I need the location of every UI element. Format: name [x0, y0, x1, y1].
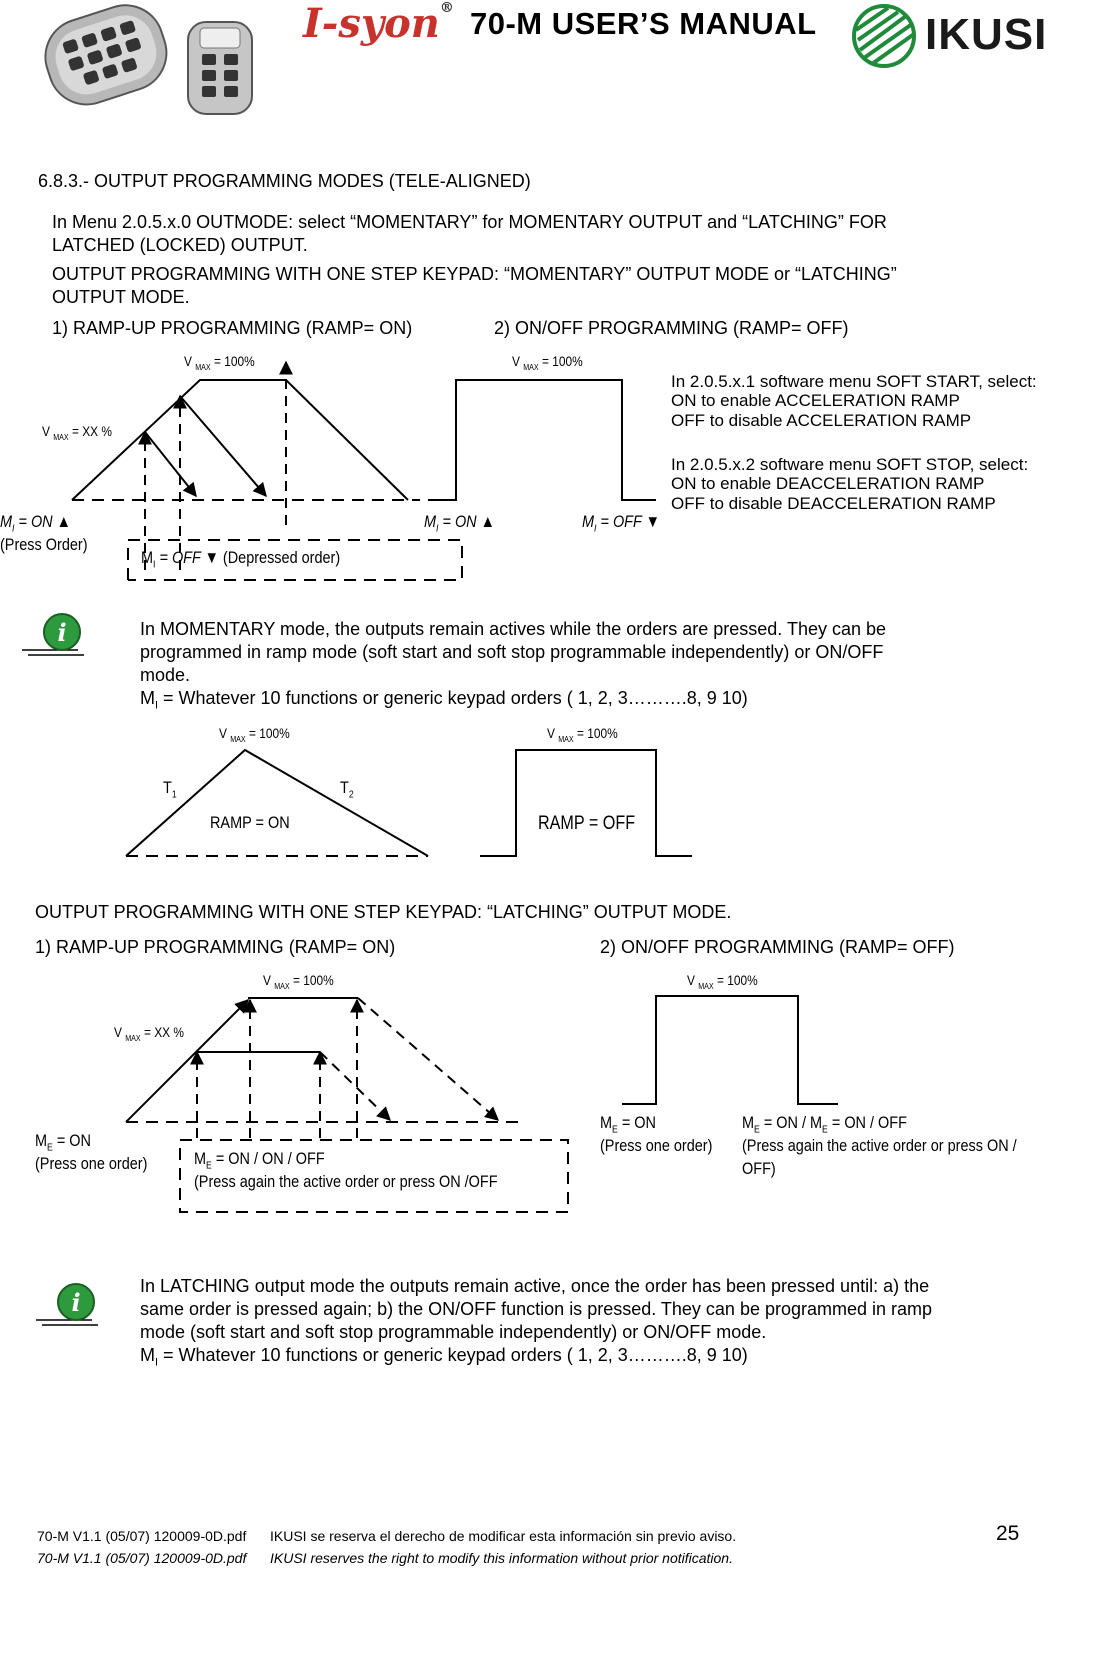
latch-vmax-xx: V $_{MAX}$ = XX %: [114, 1024, 185, 1043]
press-again-label-2a: (Press again the active order or press ON /: [742, 1136, 1017, 1155]
note2-line-1: In LATCHING output mode the outputs remain active, once the order has been pressed until: a) the: [140, 1276, 930, 1296]
vmax-100-square: V $_{MAX}$ = 100%: [547, 725, 618, 744]
vmax-100-label: V $_{MAX}$ = 100%: [184, 353, 255, 372]
soft-start-line-2: ON to enable ACCELERATION RAMP: [671, 391, 960, 410]
latch-vmax-100: V $_{MAX}$ = 100%: [263, 972, 334, 991]
soft-start-line-3: OFF to disable ACCELERATION RAMP: [671, 411, 972, 430]
svg-text:i: i: [57, 618, 67, 647]
latching-fall-2: [358, 998, 498, 1120]
ikusi-logo-text: IKUSI: [925, 10, 1048, 59]
press-one-order-right: (Press one order): [600, 1136, 713, 1155]
vmax-xx-label: V $_{MAX}$ = XX %: [42, 423, 113, 442]
footer-doc-id-italic: 70-M V1.1 (05/07) 120009-0D.pdf: [37, 1550, 247, 1566]
svg-text:i: i: [71, 1288, 81, 1317]
latching-rise: [126, 1000, 248, 1122]
soft-stop-line-2: ON to enable DEACCELERATION RAMP: [671, 474, 985, 493]
soft-stop-line-3: OFF to disable DEACCELERATION RAMP: [671, 494, 996, 513]
momentary-onoff-heading: 2) ON/OFF PROGRAMMING (RAMP= OFF): [494, 318, 849, 338]
latching-onoff-heading: 2) ON/OFF PROGRAMMING (RAMP= OFF): [600, 937, 955, 957]
vmax-100-onoff-label: V $_{MAX}$ = 100%: [512, 353, 583, 372]
ramp-off-label: RAMP = OFF: [538, 813, 636, 834]
note1-line-3: mode.: [140, 665, 191, 685]
isyon-logo-text: I-syon: [303, 0, 440, 47]
latch-vmax-100-onoff: V $_{MAX}$ = 100%: [687, 972, 758, 991]
latching-heading: OUTPUT PROGRAMMING WITH ONE STEP KEYPAD: “LATCHING” OUTPUT MODE.: [35, 902, 732, 922]
me-onoff-right-label: $M_E$ = ON / $M_E$ = ON / OFF: [742, 1113, 907, 1136]
soft-start-line-1: In 2.0.5.x.1 software menu SOFT START, select:: [671, 372, 1037, 391]
footer-notice-es: IKUSI se reserva el derecho de modificar esta información sin previo aviso.: [270, 1528, 737, 1544]
me-on-box-label: $M_E$ = ON / ON / OFF: [194, 1149, 325, 1172]
t1-label: $T_1$: [163, 778, 177, 801]
registered-mark: ®: [439, 0, 454, 16]
t2-label: $T_2$: [340, 778, 354, 801]
intro-line-1: In Menu 2.0.5.x.0 OUTMODE: select “MOMENTARY” for MOMENTARY OUTPUT and “LATCHING” FOR: [52, 212, 887, 232]
manual-title: 70-M USER’S MANUAL: [470, 6, 817, 41]
vmax-100-triangle: V $_{MAX}$ = 100%: [219, 725, 290, 744]
intro-line-4: OUTPUT MODE.: [52, 287, 190, 307]
note2-line-4: $M_I$ = Whatever 10 functions or generic keypad orders ( 1, 2, 3……….8, 9 10): [140, 1345, 748, 1369]
section-heading: 6.8.3.- OUTPUT PROGRAMMING MODES (TELE-ALIGNED): [38, 171, 531, 191]
latching-onoff-pulse: [622, 996, 838, 1104]
intro-line-2: LATCHED (LOCKED) OUTPUT.: [52, 235, 308, 255]
intro-line-3: OUTPUT PROGRAMMING WITH ONE STEP KEYPAD: “MOMENTARY” OUTPUT MODE or “LATCHING”: [52, 264, 897, 284]
note2-line-3: mode (soft start and soft stop programmable independently) or ON/OFF mode.: [140, 1322, 767, 1342]
momentary-ramp-heading: 1) RAMP-UP PROGRAMMING (RAMP= ON): [52, 318, 413, 338]
mi-off-label: $M_I$ = OFF ▼ (Depressed order): [141, 548, 341, 571]
mi-on-onoff-label: $M_I$ = ON ▲: [424, 512, 495, 535]
info-icon: [32, 1280, 112, 1340]
note1-line-1: In MOMENTARY mode, the outputs remain actives while the orders are pressed. They can be: [140, 619, 887, 639]
press-one-order-label: (Press one order): [35, 1154, 148, 1173]
press-order-label: (Press Order): [0, 535, 88, 554]
ramp-on-label: RAMP = ON: [210, 813, 290, 832]
note1-line-4: $M_I$ = Whatever 10 functions or generic keypad orders ( 1, 2, 3……….8, 9 10): [140, 688, 748, 712]
mi-off-onoff-label: $M_I$ = OFF ▼: [582, 512, 660, 535]
footer-notice-en: IKUSI reserves the right to modify this information without prior notification.: [270, 1550, 733, 1566]
press-again-label-1: (Press again the active order or press ON /OFF: [194, 1172, 498, 1191]
mi-on-label: $M_I$ = ON ▲: [0, 512, 71, 535]
me-on-label: $M_E$ = ON: [35, 1131, 91, 1154]
soft-stop-line-1: In 2.0.5.x.2 software menu SOFT STOP, select:: [671, 455, 1029, 474]
footer-doc-id: 70-M V1.1 (05/07) 120009-0D.pdf: [37, 1528, 247, 1544]
page-number: 25: [996, 1522, 1020, 1545]
latching-ramp-heading: 1) RAMP-UP PROGRAMMING (RAMP= ON): [35, 937, 396, 957]
press-again-label-2b: OFF): [742, 1159, 776, 1178]
note1-line-2: programmed in ramp mode (soft start and soft stop programmable independently) or ON/OFF: [140, 642, 884, 662]
me-on-right-label: $M_E$ = ON: [600, 1113, 656, 1136]
latching-fall-1: [320, 1052, 390, 1120]
note2-line-2: same order is pressed again; b) the ON/OFF function is pressed. They can be programmed in ramp: [140, 1299, 933, 1319]
